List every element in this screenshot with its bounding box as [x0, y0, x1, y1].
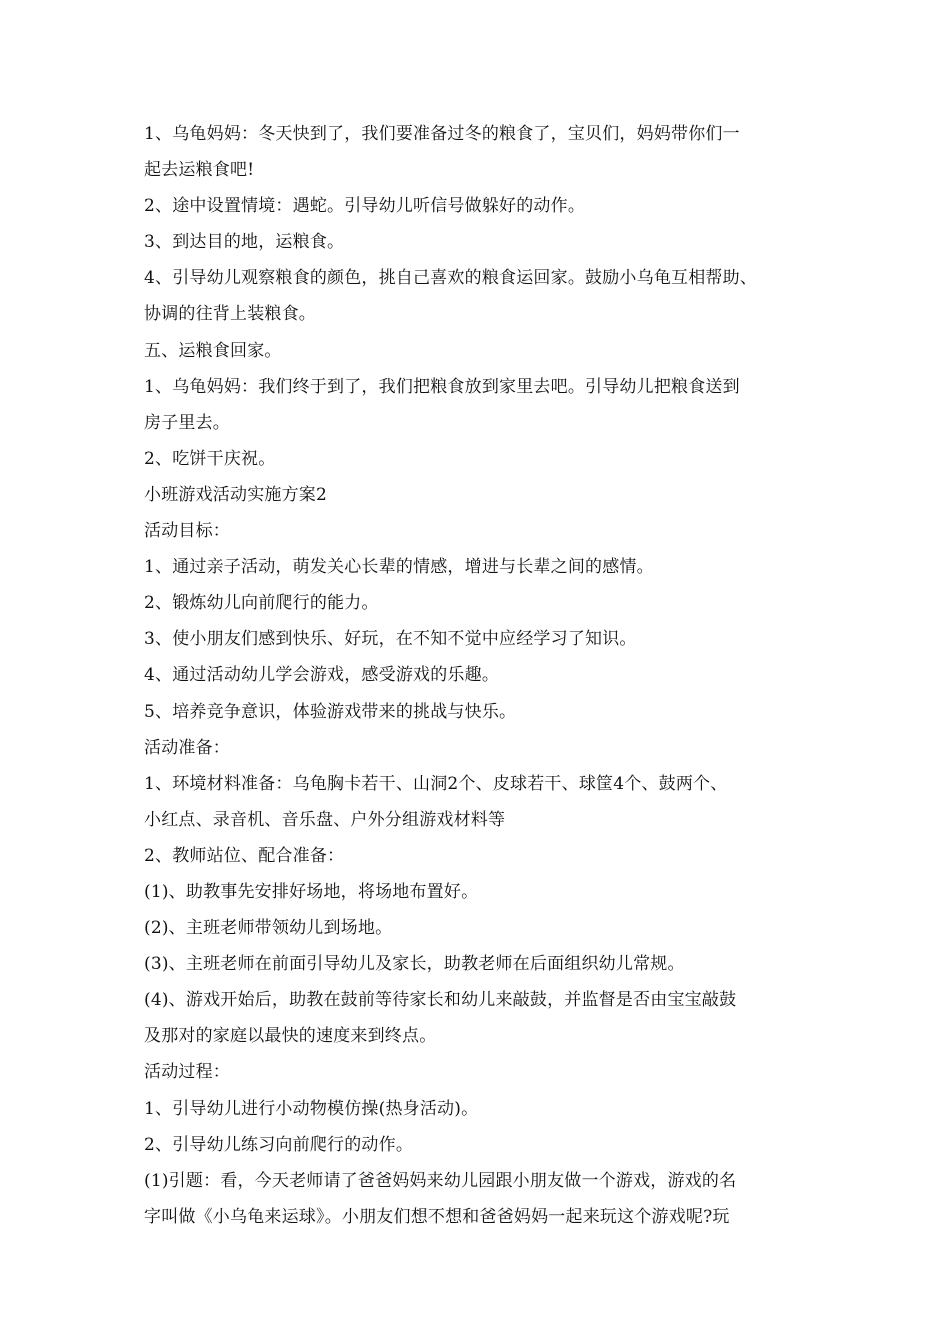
text-line: 1、引导幼儿进行小动物模仿操(热身活动)。: [144, 1098, 479, 1119]
text-line: 小红点、录音机、音乐盘、户外分组游戏材料等: [144, 809, 506, 830]
text-line: 1、环境材料准备：乌龟胸卡若干、山洞2个、皮球若干、球筐4个、鼓两个、: [144, 773, 728, 794]
text-line: 4、引导幼儿观察粮食的颜色，挑自己喜欢的粮食运回家。鼓励小乌龟互相帮助、: [144, 268, 758, 289]
text-line: 5、培养竞争意识，体验游戏带来的挑战与快乐。: [144, 701, 517, 722]
text-line: 2、途中设置情境：遇蛇。引导幼儿听信号做躲好的动作。: [144, 196, 586, 217]
text-line: 2、吃饼干庆祝。: [144, 448, 276, 469]
text-line: 协调的往背上装粮食。: [144, 304, 316, 325]
document-title: 小班游戏活动实施方案2: [144, 484, 328, 505]
text-line: (3)、主班老师在前面引导幼儿及家长，助教老师在后面组织幼儿常规。: [144, 954, 685, 975]
text-line: 2、教师站位、配合准备：: [144, 845, 345, 866]
text-line: 及那对的家庭以最快的速度来到终点。: [144, 1026, 437, 1047]
text-line: 3、使小朋友们感到快乐、好玩，在不知不觉中应经学习了知识。: [144, 629, 637, 650]
text-line: 1、乌龟妈妈：冬天快到了，我们要准备过冬的粮食了，宝贝们，妈妈带你们一: [144, 124, 740, 144]
text-line: 字叫做《小乌龟来运球》。小朋友们想不想和爸爸妈妈一起来玩这个游戏呢?玩: [144, 1206, 730, 1227]
text-line: 3、到达目的地，运粮食。: [144, 232, 345, 253]
section-heading: 活动准备：: [144, 737, 230, 758]
text-line: 房子里去。: [144, 412, 230, 433]
text-line: 起去运粮食吧!: [144, 160, 255, 181]
text-line: 2、锻炼幼儿向前爬行的能力。: [144, 593, 379, 614]
text-line: (4)、游戏开始后，助教在鼓前等待家长和幼儿来敲鼓，并监督是否由宝宝敲鼓: [144, 990, 737, 1011]
document-body: [144, 116, 824, 1235]
section-heading: 活动目标：: [144, 521, 230, 542]
text-line: 4、通过活动幼儿学会游戏，感受游戏的乐趣。: [144, 665, 500, 686]
text-line: 1、乌龟妈妈：我们终于到了，我们把粮食放到家里去吧。引导幼儿把粮食送到: [144, 376, 740, 397]
text-line: (2)、主班老师带领幼儿到场地。: [144, 918, 393, 939]
text-line: (1)引题：看，今天老师请了爸爸妈妈来幼儿园跟小朋友做一个游戏，游戏的名: [144, 1170, 737, 1191]
section-heading: 五、运粮食回家。: [144, 340, 282, 361]
text-line: 2、引导幼儿练习向前爬行的动作。: [144, 1134, 414, 1155]
section-heading: 活动过程：: [144, 1062, 230, 1083]
text-line: 1、通过亲子活动，萌发关心长辈的情感，增进与长辈之间的感情。: [144, 557, 654, 578]
text-line: (1)、助教事先安排好场地，将场地布置好。: [144, 881, 479, 902]
